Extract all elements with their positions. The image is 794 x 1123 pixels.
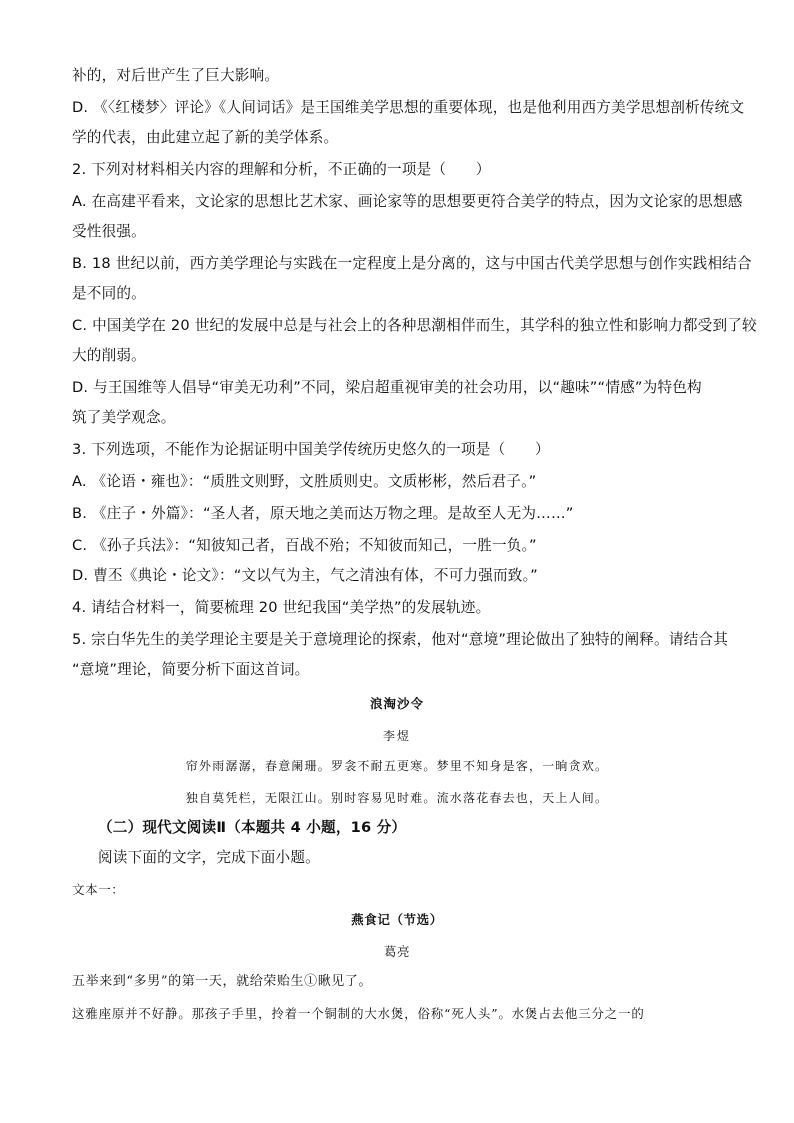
q2-stem: 2. 下列对材料相关内容的理解和分析，不正确的一项是（ ） xyxy=(72,161,491,178)
q2-option-c-line2: 大的削弱。 xyxy=(72,347,146,364)
q2-option-b-line1: B. 18 世纪以前，西方美学理论与实践在一定程度上是分离的，这与中国古代美学思想与创作实践相结合 xyxy=(72,255,752,272)
q1-option-d-line2: 学的代表，由此建立起了新的美学体系。 xyxy=(72,129,339,146)
q1-option-d-line1: D. 《〈红楼梦〉评论》《人间词话》是王国维美学思想的重要体现，也是他利用西方美学思想剖析传统文 xyxy=(72,99,745,116)
q3-stem: 3. 下列选项，不能作为论据证明中国美学传统历史悠久的一项是（ ） xyxy=(72,441,550,458)
story-paragraph-2: 这雅座原并不好静。那孩子手里，拎着一个铜制的大水煲，俗称“死人头”。水煲占去他三分之一的 xyxy=(72,1006,645,1021)
poem-title: 浪淘沙令 xyxy=(369,696,424,711)
poem-line-1: 帘外雨潺潺，春意阑珊。罗衾不耐五更寒。梦里不知身是客，一晌贪欢。 xyxy=(185,759,609,773)
poem-line-2: 独自莫凭栏，无限江山。别时容易见时难。流水落花春去也，天上人间。 xyxy=(185,791,609,805)
q2-option-d-line2: 筑了美学观念。 xyxy=(72,409,176,426)
q3-option-a: A. 《论语・雍也》：“质胜文则野，文胜质则史。文质彬彬，然后君子。” xyxy=(72,473,537,490)
story-author: 葛亮 xyxy=(383,944,411,959)
q3-option-d: D. 曹丕《典论・论文》：“文以气为主，气之清浊有体，不可力强而致。” xyxy=(72,567,538,584)
poem-author: 李煜 xyxy=(382,729,411,743)
story-title: 燕食记（节选） xyxy=(351,912,443,927)
text-label: 文本一： xyxy=(72,882,125,897)
section-heading: （二）现代文阅读Ⅱ（本题共 4 小题，16 分） xyxy=(98,819,407,836)
q4-stem: 4. 请结合材料一，简要梳理 20 世纪我国“美学热”的发展轨迹。 xyxy=(72,599,491,616)
q5-line2: “意境”理论，简要分析下面这首词。 xyxy=(72,661,310,678)
q3-option-b: B. 《庄子・外篇》：“圣人者，原天地之美而达万物之理。是故至人无为……” xyxy=(72,505,574,522)
q2-option-c-line1: C. 中国美学在 20 世纪的发展中总是与社会上的各种思潮相伴而生，其学科的独立性和影响力都受到了较 xyxy=(72,317,757,334)
story-paragraph-1: 五举来到“多男”的第一天，就给荣贻生①瞅见了。 xyxy=(72,974,373,989)
material1-tail: 补的，对后世产生了巨大影响。 xyxy=(72,67,280,84)
q2-option-d-line1: D. 与王国维等人倡导“审美无功利”不同，梁启超重视审美的社会功用，以“趣味”“情感”为特色构 xyxy=(72,379,702,396)
q3-option-c: C. 《孙子兵法》：“知彼知己者，百战不殆；不知彼而知己，一胜一负。” xyxy=(72,537,537,554)
q2-option-a-line1: A. 在高建平看来，文论家的思想比艺术家、画论家等的思想要更符合美学的特点，因为文论家的思想感 xyxy=(72,193,743,210)
q5-line1: 5. 宗白华先生的美学理论主要是关于意境理论的探索，他对“意境”理论做出了独特的阐释。请结合其 xyxy=(72,631,729,648)
q2-option-a-line2: 受性很强。 xyxy=(72,223,146,240)
reading-instruction: 阅读下面的文字，完成下面小题。 xyxy=(98,849,320,866)
q2-option-b-line2: 是不同的。 xyxy=(72,285,146,302)
